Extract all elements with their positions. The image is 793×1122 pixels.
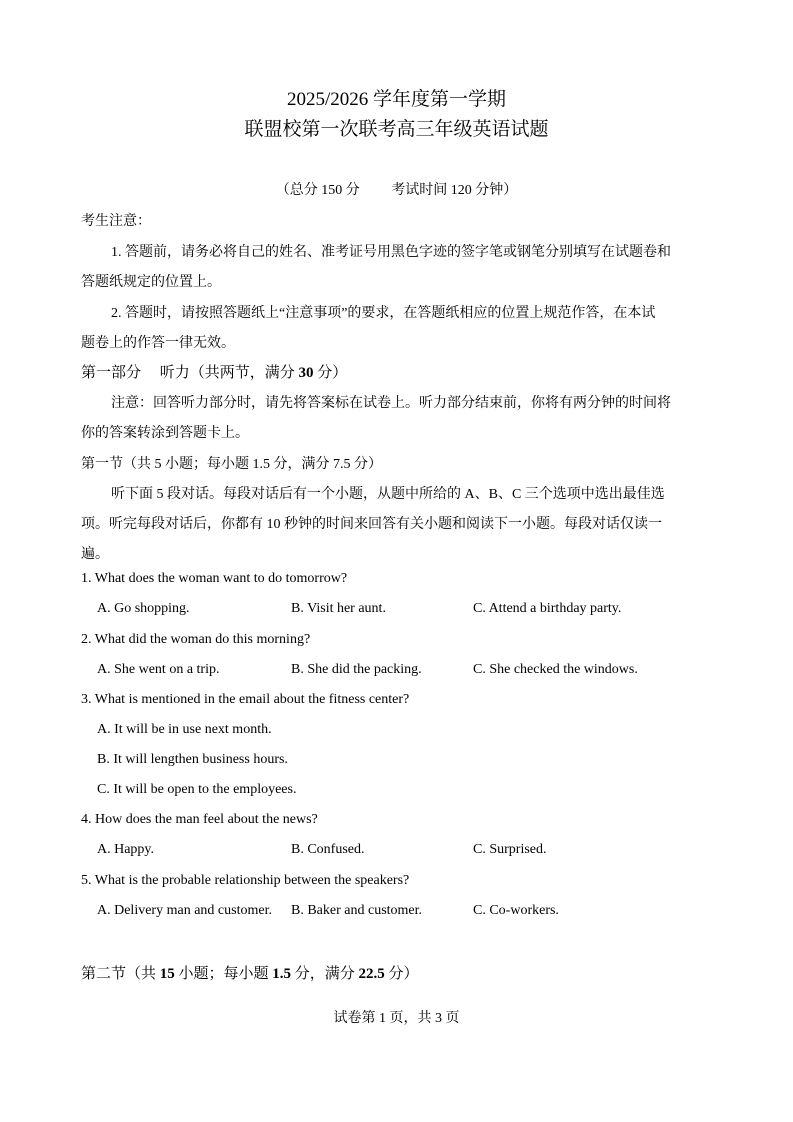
exam-title-line1: 2025/2026 学年度第一学期 [286,89,507,110]
section1-instructions: 听下面 5 段对话。每段对话后有一个小题，从题中所给的 A、B、C 三个选项中选出最佳选 [111,487,665,502]
section2-heading-c: 小题；每小题 [174,966,273,982]
option-b: B. Baker and customer. [291,903,423,918]
option-a: A. Go shopping. [97,601,190,616]
notice-item-1-cont: 答题纸规定的位置上。 [81,275,221,290]
option-b: B. She did the packing. [291,662,422,677]
part1-heading [81,366,347,381]
exam-title-line2: 联盟校第一次联考高三年级英语试题 [244,119,549,140]
question-stem: 4. How does the man feel about the news? [81,812,318,827]
section2-points-each: 1.5 [272,966,292,982]
option-a: A. She went on a trip. [97,662,220,677]
option-b: B. It will lengthen business hours. [97,752,288,767]
section2-heading-g: 分） [384,966,419,982]
part1-heading-prefix: 第一部分 听力（共两节，满分 [81,365,299,381]
notice-item-2-cont: 题卷上的作答一律无效。 [81,336,235,351]
page-footer: 试卷第 1 页，共 3 页 [333,1011,460,1026]
section2-heading [81,967,419,982]
notice-item-1: 1. 答题前，请务必将自己的姓名、准考证号用黑色字迹的签字笔或钢笔分别填写在试题卷和 [111,245,671,260]
question-stem: 5. What is the probable relationship between the speakers? [81,873,410,888]
option-a: A. It will be in use next month. [97,722,272,737]
notice-item-2: 2. 答题时，请按照答题纸上“注意事项”的要求，在答题纸相应的位置上规范作答，在本试 [111,306,656,321]
option-a: A. Happy. [97,842,155,857]
section2-heading-a: 第二节（共 [81,966,160,982]
option-c: C. Surprised. [473,842,547,857]
question-stem: 3. What is mentioned in the email about the fitness center? [81,692,410,707]
option-b: B. Confused. [291,842,365,857]
part1-note: 注意：回答听力部分时，请先将答案标在试卷上。听力部分结束前，你将有两分钟的时间将 [111,396,671,411]
exam-info: （总分 150 分 考试时间 120 分钟） [275,183,518,198]
option-c: C. She checked the windows. [473,662,638,677]
part1-heading-suffix: 分） [313,365,348,381]
section2-question-count: 15 [159,966,175,982]
section1-instructions-cont: 项。听完每段对话后，你都有 10 秒钟的时间来回答有关小题和阅读下一小题。每段对话仅读一 [81,517,662,532]
question-stem: 1. What does the woman want to do tomorrow? [81,571,348,586]
part1-note-cont: 你的答案转涂到答题卡上。 [81,426,249,441]
option-c: C. It will be open to the employees. [97,782,297,797]
option-c: C. Co-workers. [473,903,559,918]
option-a: A. Delivery man and customer. [97,903,272,918]
section1-heading: 第一节（共 5 小题；每小题 1.5 分，满分 7.5 分） [81,457,382,472]
part1-heading-score: 30 [298,365,314,381]
option-b: B. Visit her aunt. [291,601,386,616]
notice-heading: 考生注意： [81,214,151,229]
question-stem: 2. What did the woman do this morning? [81,632,311,647]
section1-instructions-end: 遍。 [81,547,109,562]
section2-total-points: 22.5 [358,966,385,982]
section2-heading-e: 分，满分 [291,966,359,982]
option-c: C. Attend a birthday party. [473,601,622,616]
